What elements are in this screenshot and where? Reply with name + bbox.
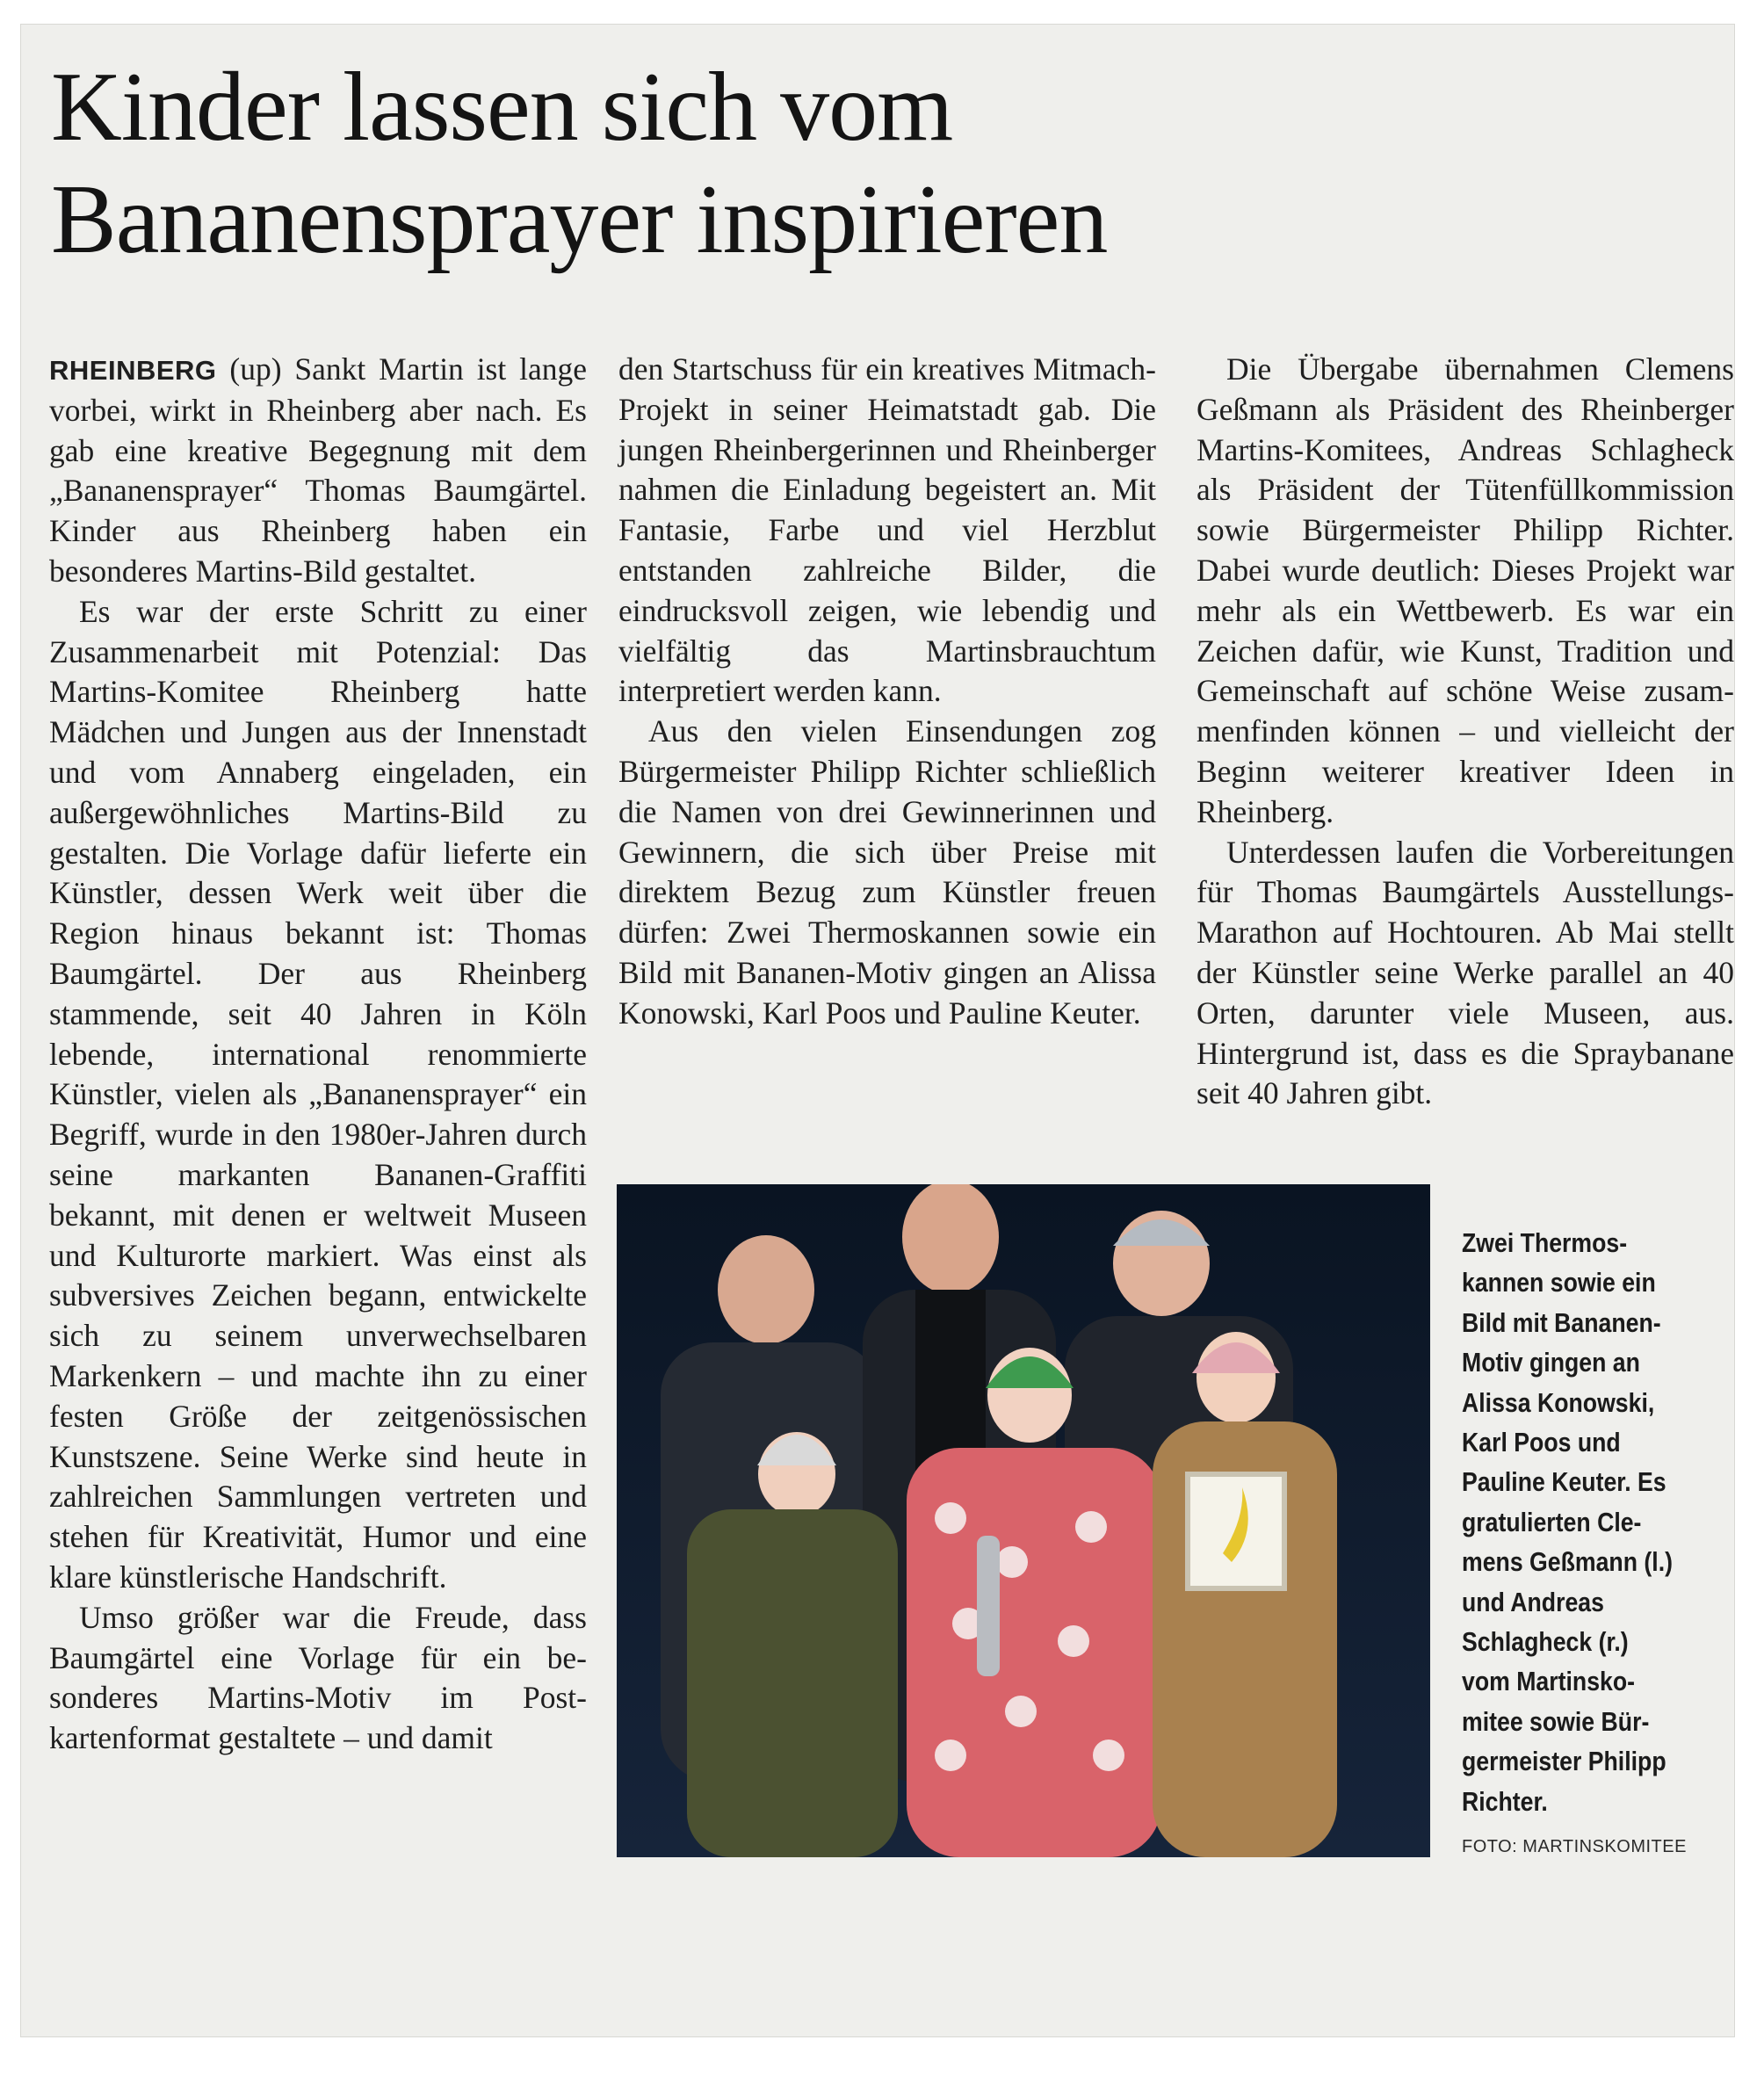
photo-credit: FOTO: MARTINSKOMITEE bbox=[1462, 1837, 1687, 1856]
dateline: RHEINBERG bbox=[49, 355, 217, 386]
article-column-3 bbox=[1196, 350, 1734, 1114]
lead-text: (up) Sankt Martin ist lange vorbei, wirkt in Rheinberg aber nach. Es gab eine kreative Begegnung mit dem „Bananensprayer“ Thomas Baumgärtel. Kinder aus Rheinberg haben ein besonderes Martins-Bild gestaltet. bbox=[49, 351, 587, 589]
paragraph: Unterdessen laufen die Vorbereitungen für Thomas Baumgärtels Ausstellungs-Marathon auf Hochtouren. Ab Mai stellt der Künstler seine Werke parallel an 40 Orten, darunter viele Museen, aus. Hintergrund ist, dass es die Spraybanane seit 40 Jahren gibt. bbox=[1196, 834, 1734, 1111]
paragraph: Die Übergabe übernahmen Clemens Geßmann als Präsident des Rheinberger Martins-Komitees, Andreas Schlagheck als Präsident der Tütenfüllkommission sowie Bürgermeister Philipp Richter. Dabei wurde deutlich: Dieses Projekt war mehr als ein Wettbewerb. Es war ein Zeichen dafür, wie Kunst, Tradition und Gemeinschaft auf schöne Weise zusammenfinden können – und vielleicht der Beginn weiterer kreativer Ideen in Rheinberg. bbox=[1196, 351, 1734, 829]
paragraph: Es war der erste Schritt zu einer Zusammenarbeit mit Potenzial: Das Martins-Komitee Rheinberg hatte Mädchen und Jungen aus der Innenstadt und vom Annaberg eingeladen, ein außergewöhnliches Martins-Bild zu gestalten. Die Vorlage dafür lieferte ein Künstler, dessen Werk weit über die Region hinaus bekannt ist: Thomas Baumgärtel. Der aus Rheinberg stammende, seit 40 Jahren in Köln lebende, international renommierte Künstler, vielen als „Bananensprayer“ ein Begriff, wurde in den 1980er-Jahren durch seine markanten Bananen-Graffiti bekannt, mit denen er weltweit Museen und Kulturorte markiert. Was einst als subversives Zeichen begann, entwickelte sich zu seinem unverwechselbaren Markenkern – und machte ihn zu einer festen Größe der zeitgenössischen Kunstszene. Seine Werke sind heute in zahlreichen Sammlungen vertreten und stehen für Kreativität, Humor und eine klare künstlerische Handschrift. bbox=[49, 593, 587, 1595]
group-photo-icon bbox=[617, 1184, 1430, 1857]
paragraph: Umso größer war die Freude, dass Baumgärtel eine Vorlage für ein besonderes Martins-Motiv im Postkartenformat gestaltete – und damit bbox=[49, 1599, 587, 1756]
photo-illustration bbox=[617, 1184, 1430, 1857]
newspaper-clipping bbox=[21, 25, 1734, 2036]
headline-line-2: Bananensprayer inspirieren bbox=[51, 165, 1108, 274]
photo-caption: Zwei Thermoskannen sowie ein Bild mit Bananen-Motiv gingen an Alissa Konowski, Karl Poos und Pauline Keuter. Es gratulierten Clemens Geßmann (l.) und Andreas Schlagheck (r.) vom Martinskomitee sowie Bürgermeister Philipp Richter. bbox=[1462, 1227, 1673, 1817]
paragraph: den Startschuss für ein kreatives Mitmach-Projekt in seiner Heimatstadt gab. Die jungen Rheinbergerinnen und Rheinberger nahmen die Einladung begeistert an. Mit Fantasie, Farbe und viel Herzblut entstanden zahlreiche Bilder, die eindrucksvoll zeigen, wie lebendig und vielfältig das Martinsbrauchtum interpretiert werden kann. bbox=[618, 351, 1156, 709]
article-column-1 bbox=[49, 350, 587, 1759]
headline bbox=[51, 51, 1421, 276]
article-column-2 bbox=[618, 350, 1156, 1034]
paragraph: Aus den vielen Einsendungen zog Bürgermeister Philipp Richter schließlich die Namen von drei Gewinnerinnen und Gewinnern, die sich über Preise mit direktem Bezug zum Künstler freuen dürfen: Zwei Thermoskannen sowie ein Bild mit Bananen-Motiv gingen an Alissa Konowski, Karl Poos und Pauline Keuter. bbox=[618, 713, 1156, 1031]
headline-line-1: Kinder lassen sich vom bbox=[51, 53, 953, 162]
paragraph-lead bbox=[49, 350, 587, 592]
